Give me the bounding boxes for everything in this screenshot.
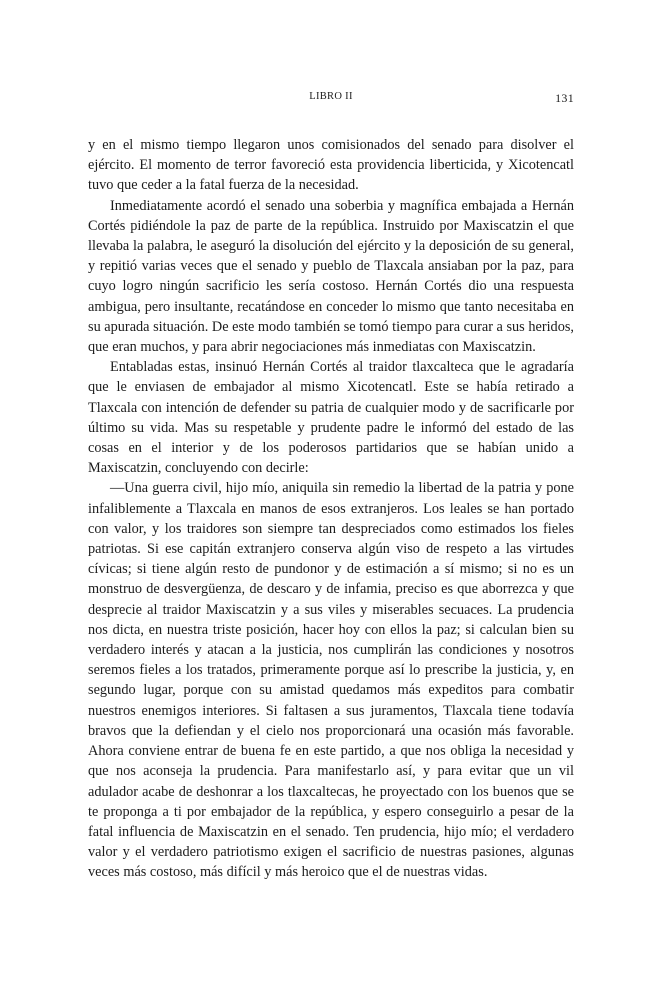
paragraph: Inmediatamente acordó el senado una soberbia y magnífica embajada a Hernán Cortés pidiéndole la paz de parte de la república. Instruido por Maxiscatzin el que llevaba la palabra, le aseguró la disolución del ejército y la deposición de su general, y repitió varias veces que el senado y pueblo de Tlaxcala ansiaban por la paz, para cuyo logro ningún sacrificio les sería costoso. Hernán Cortés dio una respuesta ambigua, pero insultante, recatándose en conceder lo mismo que tanto necesitaba en su apurada situación. De este modo también se tomó tiempo para curar a sus heridos, que eran muchos, y para abrir negociaciones más inmediatas con Maxiscatzin. [88, 197, 574, 356]
paragraph: Entabladas estas, insinuó Hernán Cortés al traidor tlaxcalteca que le agradaría que le enviasen de embajador al mismo Xicotencatl. Este se había retirado a Tlaxcala con intención de defender su patria de cualquier modo y de sacrificarle por último su vida. Mas su respetable y prudente padre le informó del estado de las cosas en el interior y de los poderosos partidarios que se habían unido a Maxiscatzin, concluyendo con decirle: [88, 359, 574, 477]
running-head [88, 91, 574, 107]
paragraph: y en el mismo tiempo llegaron unos comisionados del senado para disolver el ejército. El momento de terror favoreció esta providencia liberticida, y Xicotencatl tuvo que ceder a la fatal fuerza de la necesidad. [88, 137, 574, 194]
running-title: LIBRO II [309, 91, 353, 102]
body-text [88, 135, 574, 883]
page-number: 131 [555, 91, 574, 105]
dialogue-paragraph: —Una guerra civil, hijo mío, aniquila sin remedio la libertad de la patria y pone infaliblemente a Tlaxcala en manos de esos extranjeros. Los leales se han portado con valor, y los traidores son siempre tan despreciados como estimados los fieles patriotas. Si ese capitán extranjero conserva algún viso de respeto a las virtudes cívicas; si tiene algún resto de pundonor y de estimación a sí mismo; si no es un monstruo de desvergüenza, de descaro y de infamia, preciso es que aborrezca y que desprecie al traidor Maxiscatzin y a sus viles y miserables secuaces. La prudencia nos dicta, en nuestra triste posición, hacer hoy con ellos la paz; si calculan bien su verdadero interés y atacan a la justicia, nos cumplirán las condiciones y nosotros seremos fieles a los tratados, primeramente porque así lo prescribe la justicia, y, en segundo lugar, porque con su amistad quedamos más expeditos para combatir nuestros enemigos interiores. Si faltasen a sus juramentos, Tlaxcala tiene todavía bravos que la defiendan y el cielo nos proporcionará una ocasión más favorable. Ahora conviene entrar de buena fe en este partido, a que nos obliga la necesidad y que nos aconseja la prudencia. Para manifestarlo así, y para evitar que un vil adulador acabe de deshonrar a los tlaxcaltecas, he proyectado con los buenos que se te proponga a ti por embajador de la república, y espero conseguirlo a pesar de la fatal influencia de Maxiscatzin en el senado. Ten prudencia, hijo mío; el verdadero valor y el verdadero patriotismo exigen el sacrificio de nuestras pasiones, algunas veces más costoso, más difícil y más heroico que el de nuestras vidas. [88, 480, 574, 881]
